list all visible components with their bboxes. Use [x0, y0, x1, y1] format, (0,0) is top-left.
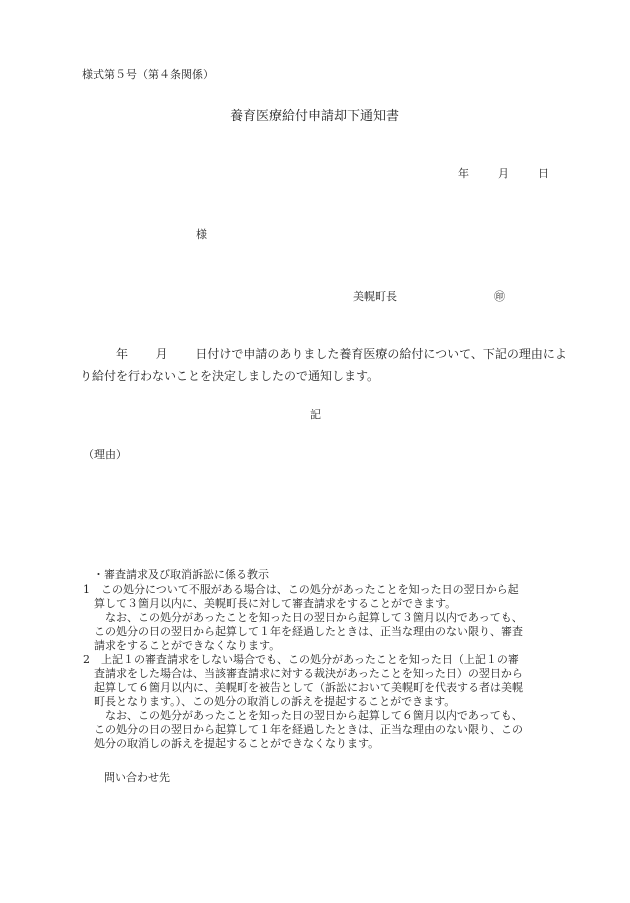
notice-line: なお、この処分があったことを知った日の翌日から起算して６箇月以内であっても、 — [105, 709, 523, 722]
notice-line: 1 この処分について不服がある場合は、この処分があったことを知った日の翌日から起 — [83, 583, 519, 596]
body-line-2: り給付を行わないことを決定しましたので通知します。 — [80, 369, 380, 383]
reason-label: （理由） — [83, 448, 127, 461]
notice-line: 起算して６箇月以内に、美幌町を被告として（訴訟において美幌町を代表する者は美幌 — [94, 681, 523, 694]
form-number: 様式第５号（第４条関係） — [82, 68, 214, 81]
date-year-label: 年 — [458, 167, 469, 180]
contact-label: 問い合わせ先 — [104, 771, 170, 784]
issuer-name: 美幌町長 — [353, 290, 397, 303]
body-month-label: 月 — [155, 347, 168, 361]
notice-line: この処分の日の翌日から起算して１年を経過したときは、正当な理由のない限り、審査 — [94, 625, 523, 638]
issue-date — [458, 165, 549, 181]
date-month-label: 月 — [498, 167, 509, 180]
document-title: 養育医療給付申請却下通知書 — [230, 109, 400, 124]
notice-line: 2 上記１の審査請求をしない場合でも、この処分があったことを知った日（上記１の審 — [83, 653, 519, 666]
notice-line: この処分の日の翌日から起算して１年を経過したときは、正当な理由のない限り、この — [94, 723, 523, 736]
notice-line: 処分の取消しの訴えを提起することができなくなります。 — [94, 737, 380, 750]
notice-line: 算して３箇月以内に、美幌町長に対して審査請求をすることができます。 — [94, 597, 457, 610]
notice-line: 請求をすることができなくなります。 — [94, 639, 281, 652]
notice-line: 町長となります。）、この処分の取消しの訴えを提起することができます。 — [94, 695, 456, 708]
seal-mark: ㊞ — [494, 290, 505, 303]
body-line-1-text: 日付けで申請のありました養育医療の給付について、下記の理由によ — [195, 347, 567, 361]
notice-heading: ・審査請求及び取消訴訟に係る教示 — [93, 568, 269, 581]
notice-line: なお、この処分があったことを知った日の翌日から起算して３箇月以内であっても、 — [105, 611, 523, 624]
notice-line: 査請求をした場合は、当該審査請求に対する裁決があったことを知った日）の翌日から — [94, 667, 523, 680]
body-year-label: 年 — [116, 347, 129, 361]
body-line-1 — [116, 344, 567, 364]
date-day-label: 日 — [538, 167, 549, 180]
ki-label: 記 — [310, 408, 321, 421]
addressee-suffix: 様 — [196, 228, 207, 241]
